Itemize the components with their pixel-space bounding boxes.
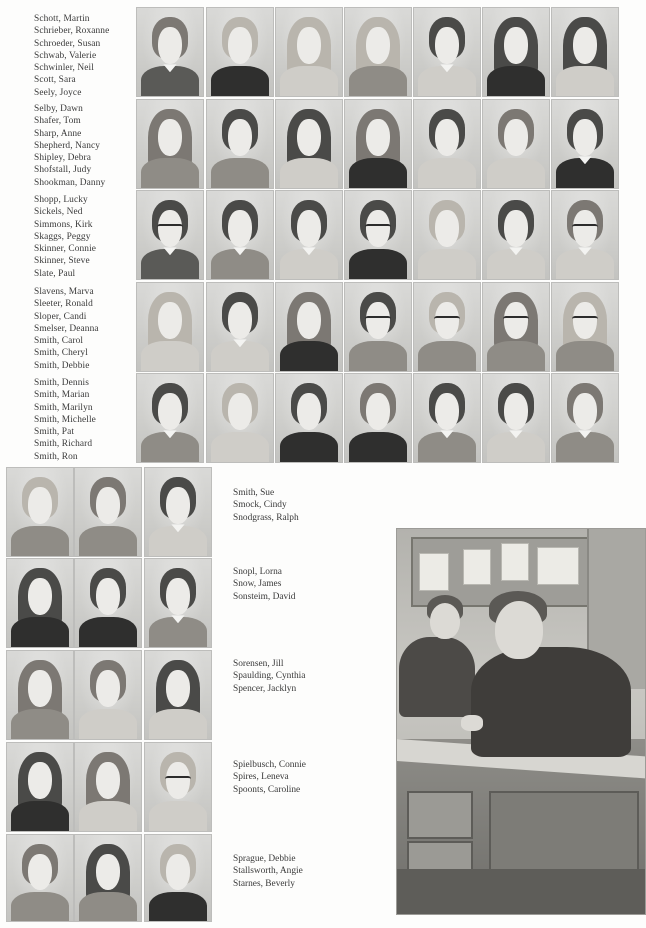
student-name: Sprague, Debbie xyxy=(233,854,296,864)
student-portrait xyxy=(275,99,343,189)
student-portrait xyxy=(144,650,212,740)
student-name: Spoonts, Caroline xyxy=(233,784,301,795)
student-name: Schwinler, Neil xyxy=(34,63,94,74)
student-name: Schott, Martin xyxy=(34,14,90,24)
student-name: Shipley, Debra xyxy=(34,153,92,164)
student-name: Smith, Michelle xyxy=(34,414,96,425)
posted-paper xyxy=(463,549,491,585)
student-name: Smith, Ron xyxy=(34,451,78,462)
student-name: Skinner, Connie xyxy=(34,244,97,255)
student-name: Spielbusch, Connie xyxy=(233,760,306,770)
student-name: Smith, Marilyn xyxy=(34,402,93,413)
student-name: Schwab, Valerie xyxy=(34,50,97,61)
student-name: Spencer, Jacklyn xyxy=(233,683,297,694)
student-portrait xyxy=(74,650,142,740)
student-portrait xyxy=(206,99,274,189)
student-name: Smock, Cindy xyxy=(233,500,287,511)
student-name: Starnes, Beverly xyxy=(233,878,295,889)
student-portrait xyxy=(136,373,204,463)
student-name: Skaggs, Peggy xyxy=(34,231,91,242)
student-name: Smith, Carol xyxy=(34,336,84,347)
name-list-group-1 xyxy=(34,13,134,99)
student-portrait xyxy=(136,282,204,372)
student-portrait xyxy=(275,190,343,280)
student-portrait xyxy=(482,373,550,463)
student-name: Spaulding, Cynthia xyxy=(233,671,306,682)
student-name: Seely, Joyce xyxy=(34,87,82,98)
student-name: Schroeder, Susan xyxy=(34,38,101,49)
student-name: Sloper, Candi xyxy=(34,311,87,322)
student-name: Scott, Sara xyxy=(34,75,76,86)
student-portrait xyxy=(482,99,550,189)
student-name: Shofstall, Judy xyxy=(34,165,92,176)
student-portrait xyxy=(206,190,274,280)
student-name: Smith, Sue xyxy=(233,488,275,498)
student-name: Sleeter, Ronald xyxy=(34,299,93,310)
student-name: Spires, Leneva xyxy=(233,772,289,783)
student-name: Selby, Dawn xyxy=(34,104,83,114)
student-portrait xyxy=(344,99,412,189)
student-portrait xyxy=(6,650,74,740)
student-portrait xyxy=(413,282,481,372)
student-name: Schrieber, Roxanne xyxy=(34,26,110,37)
name-list-lower-group-2 xyxy=(233,566,373,603)
student-portrait xyxy=(413,190,481,280)
student-portrait xyxy=(6,558,74,648)
student-name: Snodgrass, Ralph xyxy=(233,512,299,523)
student-name: Slate, Paul xyxy=(34,268,76,279)
student-portrait xyxy=(275,373,343,463)
student-portrait xyxy=(74,834,142,922)
posted-paper xyxy=(419,553,449,591)
student-portrait xyxy=(6,834,74,922)
student-name: Stallsworth, Angie xyxy=(233,866,303,877)
student-portrait xyxy=(74,467,142,557)
student-portrait xyxy=(551,99,619,189)
table-drawer xyxy=(407,791,473,839)
table-drawer xyxy=(489,791,639,873)
name-list-group-4 xyxy=(34,286,134,372)
posted-paper xyxy=(537,547,579,585)
name-list-group-3 xyxy=(34,194,134,280)
floor xyxy=(397,869,645,914)
student-portrait xyxy=(144,742,212,832)
student-name: Snow, James xyxy=(233,579,282,590)
name-list-lower-group-1 xyxy=(233,487,373,524)
name-list-lower-group-3 xyxy=(233,658,373,695)
student-name: Smith, Marian xyxy=(34,390,90,401)
student-portrait xyxy=(74,742,142,832)
name-list-lower-group-5 xyxy=(233,853,373,890)
student-portrait xyxy=(144,558,212,648)
student-portrait xyxy=(6,467,74,557)
student-portrait xyxy=(275,282,343,372)
student-portrait xyxy=(136,190,204,280)
student-name: Smith, Richard xyxy=(34,439,93,450)
student-name: Shepherd, Nancy xyxy=(34,140,101,151)
student-name: Smelser, Deanna xyxy=(34,323,99,334)
name-list-group-5 xyxy=(34,377,134,463)
student-portrait xyxy=(144,467,212,557)
student-portrait xyxy=(551,190,619,280)
student-portrait xyxy=(74,558,142,648)
student-name: Snopl, Lorna xyxy=(233,567,282,577)
student-portrait xyxy=(206,7,274,97)
student-portrait xyxy=(206,373,274,463)
student-name: Smith, Dennis xyxy=(34,378,89,388)
student-name: Sharp, Anne xyxy=(34,128,82,139)
student-name: Smith, Pat xyxy=(34,427,75,438)
student-portrait xyxy=(136,7,204,97)
student-portrait xyxy=(551,373,619,463)
student-portrait xyxy=(551,7,619,97)
student-portrait xyxy=(344,373,412,463)
student-name: Smith, Cheryl xyxy=(34,348,88,359)
name-list-lower-group-4 xyxy=(233,759,373,796)
classroom-candid-photo xyxy=(396,528,646,915)
student-portrait xyxy=(206,282,274,372)
student-portrait xyxy=(275,7,343,97)
student-name: Sorensen, Jill xyxy=(233,659,284,669)
student-portrait xyxy=(482,282,550,372)
posted-paper xyxy=(501,543,529,581)
student-name: Shopp, Lucky xyxy=(34,195,88,205)
student-portrait xyxy=(6,742,74,832)
student-portrait xyxy=(551,282,619,372)
student-portrait xyxy=(344,282,412,372)
student-portrait xyxy=(413,373,481,463)
student-portrait xyxy=(482,190,550,280)
student-portrait xyxy=(413,7,481,97)
student-name: Sonsteim, David xyxy=(233,591,296,602)
name-list-group-2 xyxy=(34,103,134,189)
student-name: Shookman, Danny xyxy=(34,177,106,188)
student-name: Sickels, Ned xyxy=(34,207,83,218)
student-portrait xyxy=(413,99,481,189)
student-portrait xyxy=(344,7,412,97)
student-name: Simmons, Kirk xyxy=(34,219,93,230)
student-name: Slavens, Marva xyxy=(34,287,94,297)
student-name: Skinner, Steve xyxy=(34,256,90,267)
student-portrait xyxy=(136,99,204,189)
student-portrait xyxy=(482,7,550,97)
student-portrait xyxy=(344,190,412,280)
student-name: Shafer, Tom xyxy=(34,116,81,127)
student-portrait xyxy=(144,834,212,922)
student-name: Smith, Debbie xyxy=(34,360,90,371)
